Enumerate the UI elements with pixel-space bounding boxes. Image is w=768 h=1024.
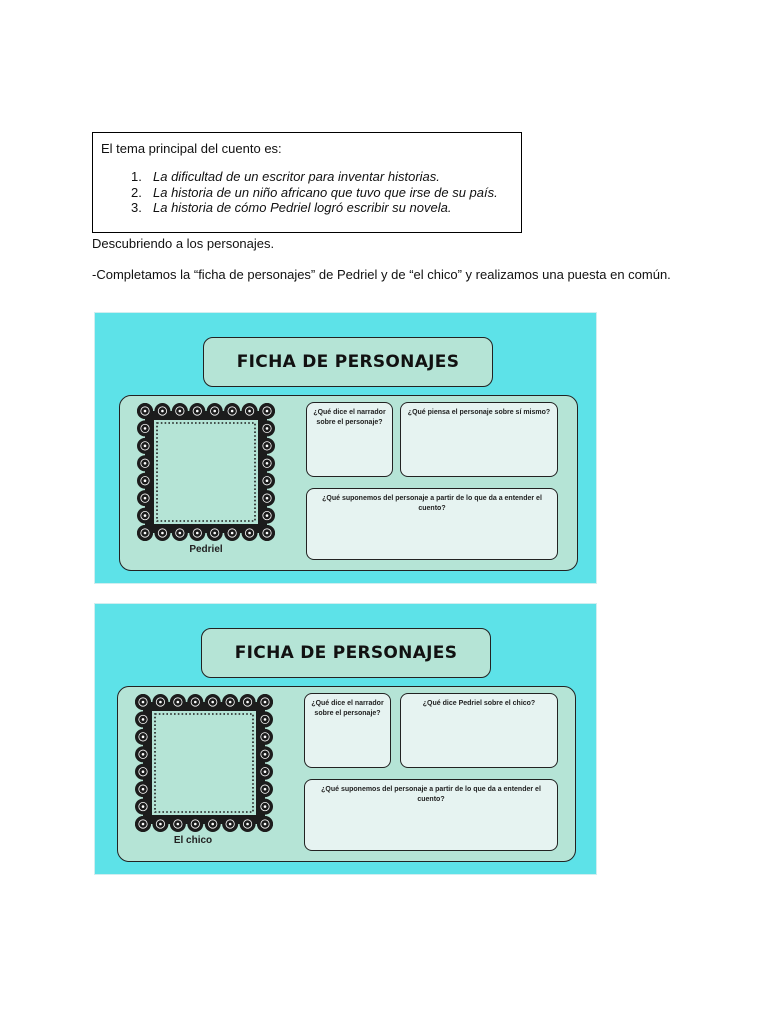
question-label: ¿Qué piensa el personaje sobre sí mismo? — [407, 409, 551, 416]
card-title-box — [203, 337, 493, 387]
character-name: Pedriel — [189, 544, 223, 555]
instruction-text: -Completamos la “ficha de personajes” de Pedriel y de “el chico” y realizamos una puesta en común. — [92, 267, 671, 282]
question-label: ¿Qué dice el narrador sobre el personaje? — [313, 409, 386, 426]
question-box — [92, 132, 522, 233]
question-label: ¿Qué dice el narrador sobre el personaje? — [311, 700, 384, 717]
card-panel — [117, 686, 576, 862]
card-title: FICHA DE PERSONAJES — [234, 643, 458, 663]
option-text: La historia de cómo Pedriel logró escribir su novela. — [153, 200, 452, 215]
portrait-frame[interactable] — [136, 402, 276, 542]
question-label: ¿Qué suponemos del personaje a partir de lo que da a entender el cuento? — [322, 495, 542, 512]
option-item — [101, 200, 513, 216]
pedriel-view-answer-box[interactable] — [400, 693, 558, 768]
scalloped-frame-icon — [136, 402, 276, 542]
option-number: 2. — [131, 184, 142, 200]
option-item — [101, 169, 513, 185]
card-panel — [119, 395, 578, 571]
portrait-frame[interactable] — [134, 693, 274, 833]
character-card-pedriel — [94, 312, 597, 584]
option-text: La historia de un niño africano que tuvo que irse de su país. — [153, 184, 498, 200]
inference-answer-box[interactable] — [306, 488, 558, 560]
option-number: 3. — [131, 200, 142, 215]
option-item — [101, 185, 513, 201]
question-label: ¿Qué dice Pedriel sobre el chico? — [422, 700, 536, 707]
character-card-el-chico — [94, 603, 597, 875]
card-title: FICHA DE PERSONAJES — [236, 352, 460, 372]
question-prompt: El tema principal del cuento es: — [101, 141, 282, 156]
card-title-box — [201, 628, 491, 678]
scalloped-frame-icon — [134, 693, 274, 833]
narrator-answer-box[interactable] — [304, 693, 391, 768]
option-text: La dificultad de un escritor para inventar historias. — [153, 169, 440, 184]
option-list — [101, 169, 513, 216]
option-number: 1. — [131, 169, 142, 184]
self-view-answer-box[interactable] — [400, 402, 558, 477]
character-name: El chico — [173, 835, 213, 846]
inference-answer-box[interactable] — [304, 779, 558, 851]
section-heading: Descubriendo a los personajes. — [92, 236, 275, 251]
narrator-answer-box[interactable] — [306, 402, 393, 477]
question-label: ¿Qué suponemos del personaje a partir de lo que da a entender el cuento? — [321, 786, 541, 803]
